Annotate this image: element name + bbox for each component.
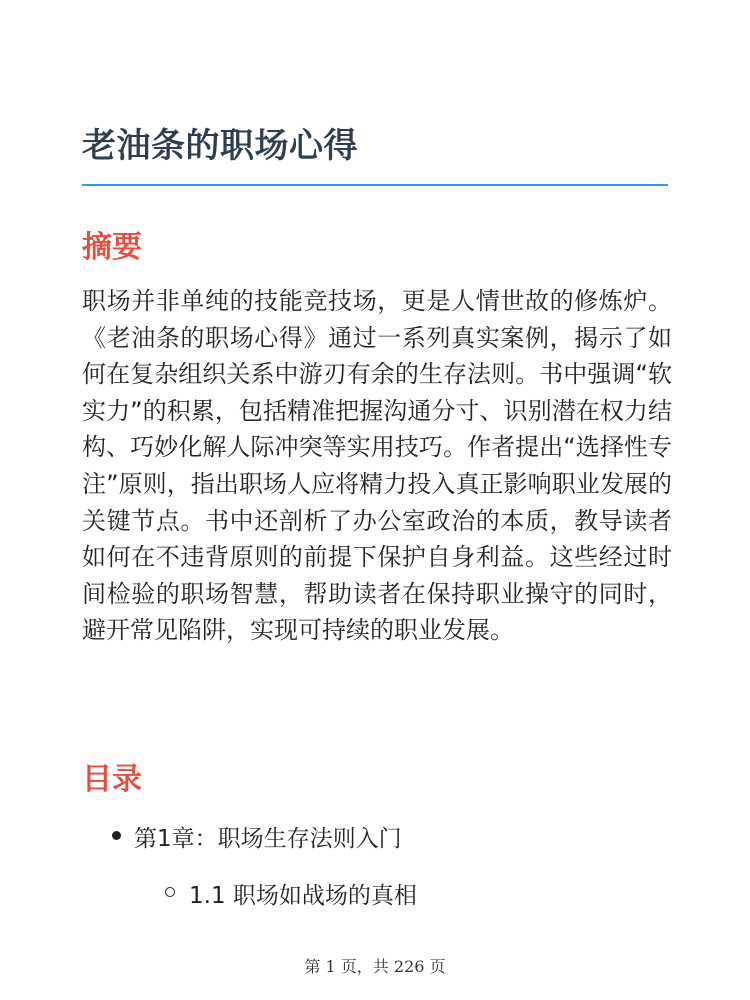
page-number-footer: 第 1 页，共 226 页 [304,957,446,976]
toc-item-label: 1.1 职场如战场的真相 [189,883,417,909]
abstract-heading: 摘要 [82,230,142,265]
toc-item-chapter-1[interactable] [134,820,402,853]
toc-heading: 目录 [82,762,142,797]
toc-item-label: 第1章：职场生存法则入门 [134,826,402,852]
title-divider [82,184,668,186]
abstract-paragraph: 职场并非单纯的技能竞技场，更是人情世故的修炼炉。《老油条的职场心得》通过一系列真实案例，揭示了如何在复杂组织关系中游刃有余的生存法则。书中强调“软实力”的积累，包括精准把握沟通分寸、识别潜在权力结构、巧妙化解人际冲突等实用技巧。作者提出“选择性专注”原则，指出职场人应将精力投入真正影响职业发展的关键节点。书中还剖析了办公室政治的本质，教导读者如何在不违背原则的前提下保护自身利益。这些经过时间检验的职场智慧，帮助读者在保持职业操守的同时，避开常见陷阱，实现可持续的职业发展。 [82,287,672,645]
document-title: 老油条的职场心得 [82,126,358,166]
bullet-disc-icon [112,831,121,840]
bullet-circle-icon [165,887,175,897]
toc-item-section-1-1[interactable] [189,877,417,910]
